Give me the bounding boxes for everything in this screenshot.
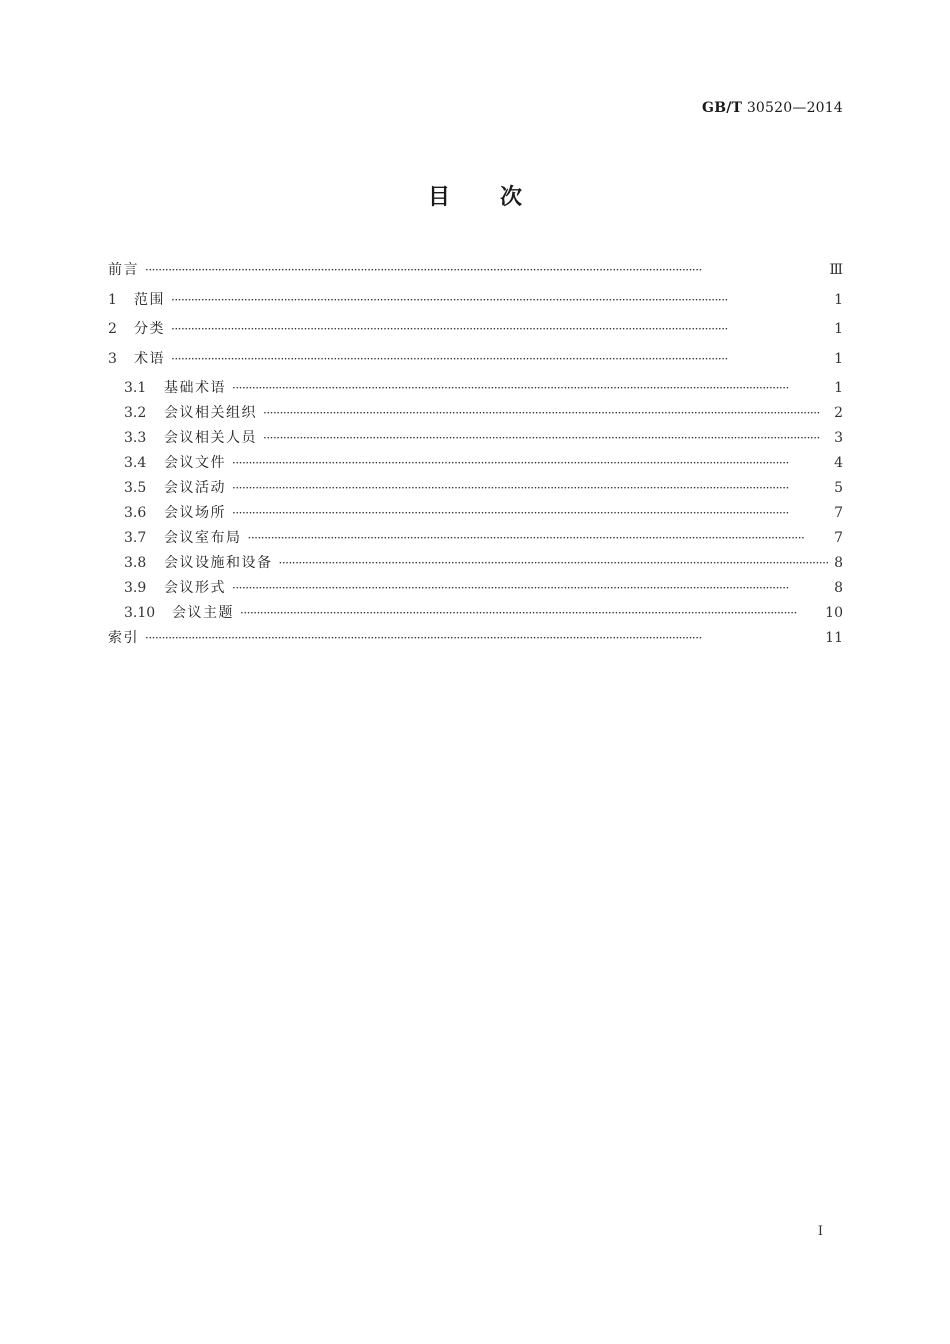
toc-leader-dots [232, 481, 828, 495]
toc-entry-label: 会议相关人员 [164, 430, 257, 446]
toc-entry-page: 10 [825, 605, 843, 621]
toc-entry-number: 3.7 [124, 530, 147, 546]
toc-entry[interactable] [108, 318, 843, 348]
toc-entry-page: 1 [834, 321, 843, 337]
toc-entry-page: 7 [834, 530, 843, 546]
toc-entry-number: 3.8 [124, 555, 147, 571]
toc-entry-page: 8 [834, 555, 843, 571]
toc-entry-number: 3.4 [124, 455, 147, 471]
toc-entry[interactable] [108, 289, 843, 319]
toc-entry-page: 1 [834, 291, 843, 308]
toc-leader-dots [248, 531, 829, 545]
toc-entry-label: 会议形式 [164, 580, 226, 596]
toc-leader-dots [232, 581, 828, 595]
toc-entry[interactable] [108, 602, 843, 627]
toc-entry-number: 3.2 [124, 405, 147, 421]
toc-entry[interactable] [108, 377, 843, 402]
table-of-contents [108, 259, 843, 657]
toc-entry-label: 会议主题 [172, 605, 234, 621]
toc-entry-number: 3.1 [124, 380, 147, 396]
toc-entry-label: 索引 [108, 630, 139, 646]
toc-entry[interactable] [108, 452, 843, 477]
toc-leader-dots [145, 263, 823, 277]
toc-entry[interactable] [108, 259, 843, 289]
toc-entry-page: 7 [834, 505, 843, 521]
toc-leader-dots [171, 293, 828, 307]
toc-entry-label: 基础术语 [164, 380, 226, 396]
toc-entry-label: 术语 [134, 350, 165, 367]
toc-title: 目次 [427, 185, 572, 210]
toc-entry[interactable] [108, 627, 843, 657]
toc-entry-page: 1 [834, 380, 843, 396]
toc-entry-label: 范围 [134, 291, 165, 308]
toc-entry[interactable] [108, 348, 843, 378]
toc-entry[interactable] [108, 502, 843, 527]
toc-entry-number: 3.3 [124, 430, 147, 446]
page-number: I [817, 1224, 823, 1239]
toc-entry-number: 3.6 [124, 505, 147, 521]
toc-entry-number: 2 [108, 321, 117, 337]
standard-prefix: GB/T [702, 100, 743, 116]
toc-entry-label: 会议文件 [164, 455, 226, 471]
standard-number: 30520—2014 [746, 100, 843, 116]
toc-entry-page: 3 [834, 430, 843, 446]
toc-entry-number: 3.10 [124, 605, 156, 621]
toc-entry-label: 会议场所 [164, 505, 226, 521]
toc-entry-page: 4 [834, 455, 843, 471]
toc-entry-page: 11 [825, 630, 843, 646]
toc-leader-dots [232, 456, 828, 470]
toc-entry-number: 3.9 [124, 580, 147, 596]
toc-entry-page: 1 [834, 350, 843, 367]
toc-entry-page: 5 [834, 480, 843, 496]
toc-leader-dots [145, 631, 819, 645]
toc-leader-dots [232, 381, 828, 395]
toc-entry[interactable] [108, 527, 843, 552]
toc-leader-dots [279, 556, 829, 570]
toc-entry-label: 会议室布局 [164, 530, 242, 546]
toc-entry-number: 3 [108, 350, 117, 367]
toc-entry-label: 会议设施和设备 [164, 555, 273, 571]
toc-entry-label: 会议活动 [164, 480, 226, 496]
toc-leader-dots [232, 506, 828, 520]
toc-entry-number: 3.5 [124, 480, 147, 496]
toc-entry-label: 前言 [108, 262, 139, 278]
toc-entry[interactable] [108, 427, 843, 452]
toc-entry[interactable] [108, 552, 843, 577]
toc-entry-page: 8 [834, 580, 843, 596]
toc-leader-dots [171, 322, 828, 336]
toc-entry[interactable] [108, 402, 843, 427]
toc-leader-dots [240, 606, 819, 620]
toc-entry-number: 1 [108, 291, 117, 308]
toc-entry-page: Ⅲ [829, 262, 843, 278]
standard-code [702, 100, 843, 116]
toc-entry-label: 会议相关组织 [164, 405, 257, 421]
toc-leader-dots [171, 352, 828, 366]
toc-entry-page: 2 [834, 405, 843, 421]
toc-leader-dots [263, 431, 828, 445]
toc-entry[interactable] [108, 577, 843, 602]
toc-entry-label: 分类 [134, 321, 165, 337]
toc-leader-dots [263, 406, 828, 420]
toc-entry[interactable] [108, 477, 843, 502]
